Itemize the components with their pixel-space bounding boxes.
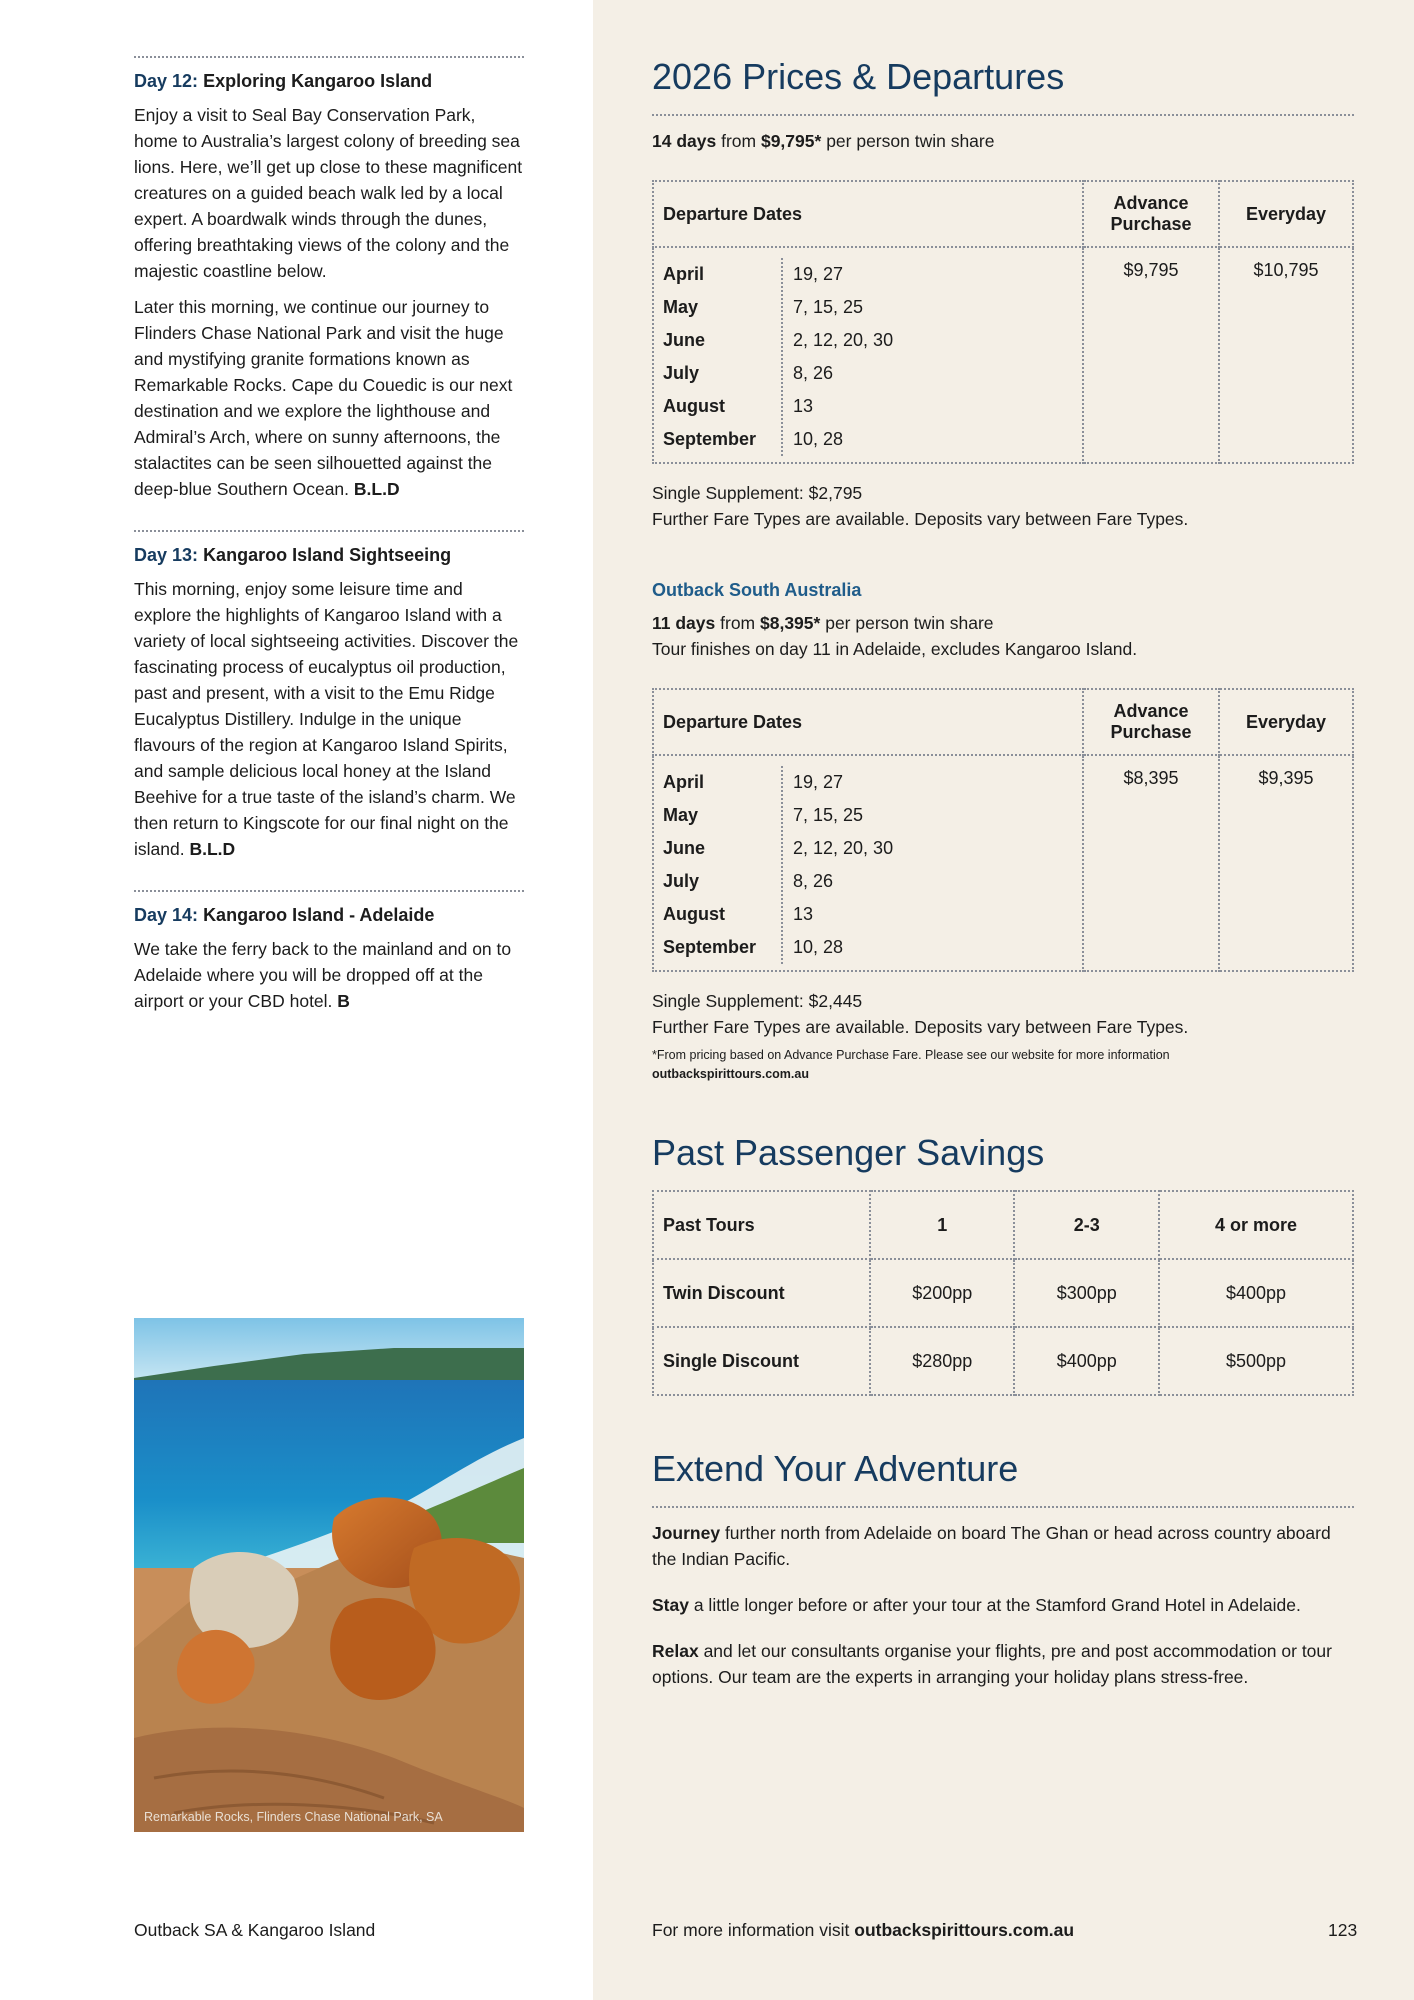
dates-list: 19, 27 7, 15, 25 2, 12, 20, 30 8, 26 13 10, 28 <box>793 772 894 957</box>
row-label: Single Discount <box>653 1327 870 1395</box>
table-cell: $280pp <box>870 1327 1014 1395</box>
table-header-cell: 1 <box>870 1191 1014 1259</box>
savings-table <box>652 1190 1354 1396</box>
dates-cell <box>653 755 1083 971</box>
footer-more-info: For more information visit outbackspirittours.com.au <box>652 1920 1075 1940</box>
table-header-row <box>653 181 1353 247</box>
day-14-paragraph: We take the ferry back to the mainland and on to Adelaide where you will be dropped off at the airport or your CBD hotel. B <box>134 939 512 1011</box>
extend-item-journey: Journey further north from Adelaide on board The Ghan or head across country aboard the Indian Pacific. <box>652 1523 1331 1569</box>
day-13-heading <box>134 544 524 566</box>
dates-cell <box>653 247 1083 463</box>
day-number: Day 13: <box>134 545 199 565</box>
tour1-departures-table <box>652 180 1354 464</box>
meals-code: B.L.D <box>353 479 400 499</box>
dates-list: 19, 27 7, 15, 25 2, 12, 20, 30 8, 26 13 10, 28 <box>793 264 894 449</box>
col-advance-purchase: Advance Purchase <box>1083 181 1219 247</box>
day-12-heading <box>134 70 524 92</box>
itinerary-column <box>134 56 524 1042</box>
remarkable-rocks-photo <box>134 1318 524 1832</box>
col-departure-dates: Departure Dates <box>653 689 1083 755</box>
footer-website-link[interactable]: outbackspirittours.com.au <box>854 1920 1075 1940</box>
table-header-row <box>653 689 1353 755</box>
footnote-website-link[interactable]: outbackspirittours.com.au <box>652 1067 809 1081</box>
tour2-note: Tour finishes on day 11 in Adelaide, excludes Kangaroo Island. <box>652 639 1138 659</box>
table-row <box>653 755 1353 971</box>
table-cell: $200pp <box>870 1259 1014 1327</box>
footer-section-name: Outback SA & Kangaroo Island <box>134 1920 376 1940</box>
photo-caption: Remarkable Rocks, Flinders Chase National Park, SA <box>144 1810 443 1824</box>
col-everyday: Everyday <box>1219 181 1353 247</box>
table-header-row <box>653 1191 1353 1259</box>
tour1-price-line: 14 days from $9,795* per person twin share <box>652 131 995 151</box>
col-everyday: Everyday <box>1219 689 1353 755</box>
day-title: Exploring Kangaroo Island <box>203 71 433 91</box>
table-cell: $400pp <box>1014 1327 1158 1395</box>
extend-title: Extend Your Adventure <box>652 1448 1019 1489</box>
months-list: April May June July August September <box>654 766 783 964</box>
advance-purchase-price: $8,395 <box>1083 755 1219 971</box>
table-cell: $500pp <box>1159 1327 1353 1395</box>
day-14-section <box>134 890 524 1014</box>
col-departure-dates: Departure Dates <box>653 181 1083 247</box>
day-12-section <box>134 56 524 502</box>
meals-code: B.L.D <box>189 839 236 859</box>
day-title: Kangaroo Island - Adelaide <box>203 905 435 925</box>
months-list: April May June July August September <box>654 258 783 456</box>
table-header-cell: 2-3 <box>1014 1191 1158 1259</box>
day-13-paragraph: This morning, enjoy some leisure time and explore the highlights of Kangaroo Island with a variety of local sightseeing activities. Discover the fascinating process of eucalyptus oil production, past and present, with a visit to the Emu Ridge Eucalyptus Distillery. Indulge in the unique flavours of the region at Kangaroo Island Spirits, and sample delicious local honey at the Island Beehive for a true taste of the island’s charm. We then return to Kingscote for our final night on the island. B.L.D <box>134 579 519 859</box>
table-header-cell: Past Tours <box>653 1191 870 1259</box>
col-advance-purchase: Advance Purchase <box>1083 689 1219 755</box>
pricing-footnote: *From pricing based on Advance Purchase Fare. Please see our website for more information <box>652 1048 1170 1062</box>
day-12-paragraph-2: Later this morning, we continue our journey to Flinders Chase National Park and visit the huge and mystifying granite formations known as Remarkable Rocks. Cape du Couedic is our next destination and we explore the lighthouse and Admiral’s Arch, where on sunny afternoons, the stalactites can be seen silhouetted against the deep-blue Southern Ocean. B.L.D <box>134 297 513 499</box>
divider <box>652 1506 1354 1508</box>
day-number: Day 12: <box>134 71 199 91</box>
tour2-departures-table <box>652 688 1354 972</box>
everyday-price: $10,795 <box>1219 247 1353 463</box>
tour2-price-line: 11 days from $8,395* per person twin share <box>652 613 994 633</box>
tour1-fare-note: Further Fare Types are available. Deposits vary between Fare Types. <box>652 509 1189 529</box>
table-header-cell: 4 or more <box>1159 1191 1353 1259</box>
tour2-single-supplement: Single Supplement: $2,445 <box>652 991 863 1011</box>
tour2-subtitle: Outback South Australia <box>652 580 862 600</box>
day-13-section <box>134 530 524 862</box>
tour1-single-supplement: Single Supplement: $2,795 <box>652 483 863 503</box>
table-cell: $400pp <box>1159 1259 1353 1327</box>
advance-purchase-price: $9,795 <box>1083 247 1219 463</box>
table-row <box>653 1327 1353 1395</box>
day-14-heading <box>134 904 524 926</box>
day-number: Day 14: <box>134 905 199 925</box>
tour2-fare-note: Further Fare Types are available. Deposits vary between Fare Types. <box>652 1017 1189 1037</box>
table-row <box>653 1259 1353 1327</box>
divider <box>652 114 1354 116</box>
day-12-paragraph-1: Enjoy a visit to Seal Bay Conservation Park, home to Australia’s largest colony of breeding sea lions. Here, we’ll get up close to these magnificent creatures on a guided beach walk led by a local expert. A boardwalk winds through the dunes, offering breathtaking views of the colony and the majestic coastline below. <box>134 105 523 281</box>
photo-illustration <box>134 1318 524 1832</box>
prices-title: 2026 Prices & Departures <box>652 56 1065 97</box>
row-label: Twin Discount <box>653 1259 870 1327</box>
day-title: Kangaroo Island Sightseeing <box>203 545 452 565</box>
table-cell: $300pp <box>1014 1259 1158 1327</box>
savings-title: Past Passenger Savings <box>652 1132 1045 1173</box>
extend-item-relax: Relax and let our consultants organise your flights, pre and post accommodation or tour options. Our team are the experts in arranging your holiday plans stress-free. <box>652 1641 1332 1687</box>
page-number: 123 <box>1328 1920 1358 1940</box>
prices-column <box>652 56 1354 1690</box>
extend-item-stay: Stay a little longer before or after your tour at the Stamford Grand Hotel in Adelaide. <box>652 1595 1301 1615</box>
meals-code: B <box>337 991 350 1011</box>
everyday-price: $9,395 <box>1219 755 1353 971</box>
table-row <box>653 247 1353 463</box>
